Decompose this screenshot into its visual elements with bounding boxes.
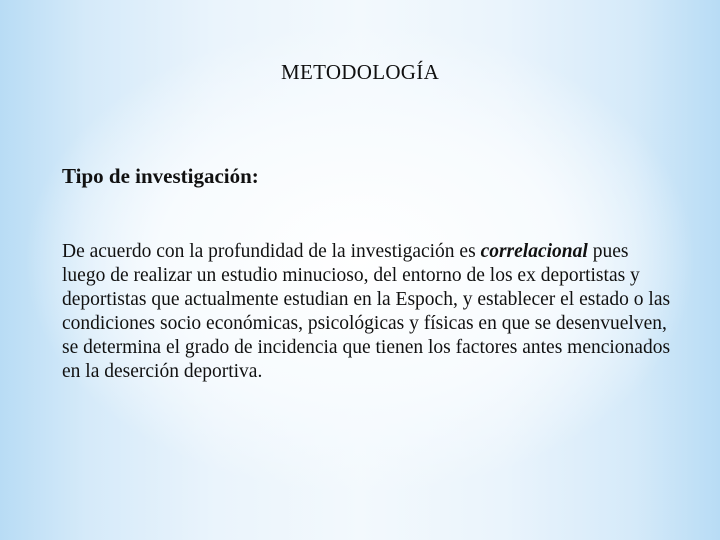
paragraph-text-after: pues luego de realizar un estudio minucioso, del entorno de los ex deportistas y deportistas que actualmente estudian en la Espoch, y establecer el estado o las condiciones socio económicas, psicológicas y físicas en que se desenvuelven, se determina el grado de incidencia que tienen los factores antes mencionados en la deserción deportiva. <box>62 241 671 382</box>
paragraph-text-before: De acuerdo con la profundidad de la investigación es <box>62 241 481 262</box>
body-paragraph <box>62 240 672 384</box>
section-subtitle: Tipo de investigación: <box>62 164 259 188</box>
slide-title: METODOLOGÍA <box>280 60 440 84</box>
paragraph-emphasis: correlacional <box>480 241 588 262</box>
